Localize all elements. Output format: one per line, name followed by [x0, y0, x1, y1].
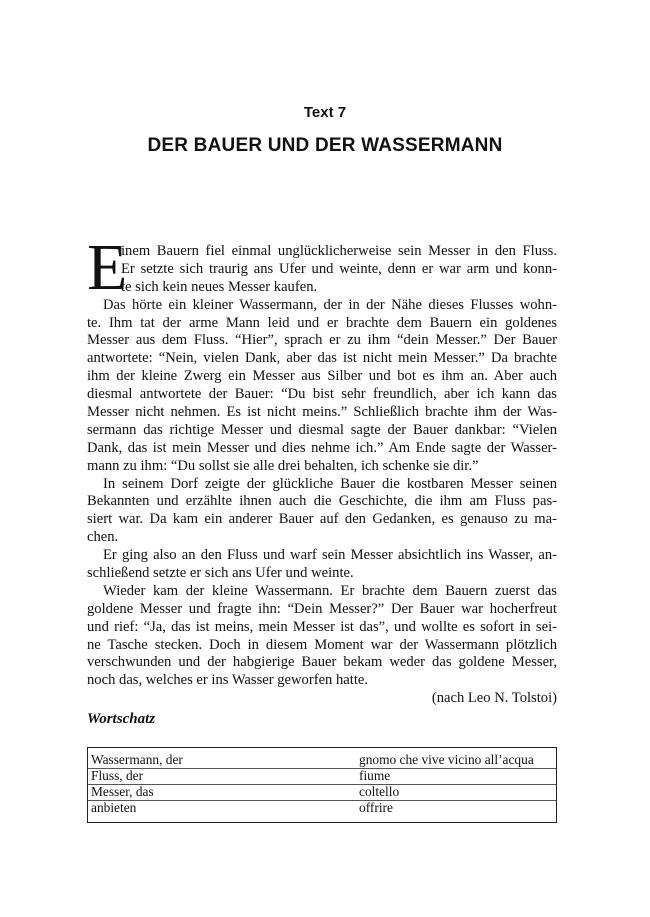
opening-paragraph	[87, 231, 557, 304]
story-line: Bekannten und erzählte ihnen auch die Geschichte, die ihm am Fluss pas-	[87, 493, 557, 510]
story-line: goldene Messer und fragte ihn: “Dein Messer?” Der Bauer war hocherfreut	[87, 600, 557, 617]
story-line: noch das, welches er ins Wasser geworfen hatte.	[87, 672, 369, 689]
story-line: Er ging also an den Fluss und warf sein Messer absichtlich ins Wasser, an-	[103, 547, 557, 564]
german-term: anbieten	[91, 800, 137, 815]
text-number-label: Text 7	[303, 104, 347, 121]
story-line: chen.	[87, 529, 119, 546]
german-term: Messer, das	[91, 784, 154, 799]
story-line: Messer aus dem Fluss. “Hier”, sprach er zu ihm “dein Messer.” Der Bauer	[87, 332, 557, 349]
story-line: ihm der kleine Zwerg ein Messer aus Silber und bot es ihm an. Aber auch	[87, 368, 557, 385]
story-title: DER BAUER UND DER WASSERMANN	[147, 135, 503, 156]
story-line: Das hörte ein kleiner Wassermann, der in der Nähe dieses Flusses wohn-	[103, 296, 557, 313]
story-line: und rief: “Ja, das ist meins, mein Messer ist das”, und wollte es sofort in sei-	[87, 618, 557, 635]
drop-cap: E	[87, 231, 128, 304]
vocabulary-row	[88, 752, 556, 768]
story-line: siert war. Da kam ein anderer Bauer auf den Gedanken, es genauso zu ma-	[87, 511, 557, 528]
story-line: ne Tasche stecken. Doch in diesem Moment war der Wassermann plötzlich	[87, 636, 557, 653]
german-term: Fluss, der	[91, 768, 144, 783]
vocabulary-heading: Wortschatz	[87, 711, 156, 727]
story-line: In seinem Dorf zeigte der glückliche Bauer die kostbaren Messer seinen	[103, 475, 557, 492]
story-line: Messer nicht nehmen. Es ist nicht meins.” Schließlich brachte ihm der Was-	[87, 404, 557, 421]
story-line: diesmal antwortete der Bauer: “Du bist sehr freundlich, aber ich kann das	[87, 386, 557, 403]
german-term: Wassermann, der	[91, 752, 183, 767]
vocabulary-row	[88, 768, 556, 784]
vocabulary-table	[87, 747, 557, 823]
story-line: antwortete: “Nein, vielen Dank, aber das ist nicht mein Messer.” Da brachte	[87, 350, 557, 367]
attribution: (nach Leo N. Tolstoi)	[431, 690, 557, 707]
story-line: Dank, das ist mein Messer und dies nehme ich.” Am Ende sagte der Wasser-	[87, 439, 557, 456]
story-line: verschwunden und der habgierige Bauer bekam weder das goldene Messer,	[87, 654, 557, 671]
italian-translation: coltello	[359, 784, 400, 799]
vocabulary-row	[88, 784, 556, 800]
story-line: sermann das richtige Messer und diesmal sagte der Bauer dankbar: “Vielen	[87, 421, 557, 438]
story-body	[87, 231, 557, 708]
story-line: te sich kein neues Messer kaufen.	[121, 278, 318, 295]
italian-translation: fiume	[359, 768, 391, 783]
story-line: Er setzte sich traurig ans Ufer und weinte, denn er war arm und konn-	[121, 260, 557, 277]
story-line: schließend setzte er sich ans Ufer und weinte.	[87, 565, 354, 582]
story-line: te. Ihm tat der arme Mann leid und er brachte dem Bauern ein goldenes	[87, 314, 557, 331]
story-line: Wieder kam der kleine Wassermann. Er brachte dem Bauern zuerst das	[103, 582, 557, 599]
story-line: mann zu ihm: “Du sollst sie alle drei behalten, ich schenke sie dir.”	[87, 457, 479, 474]
story-line: inem Bauern fiel einmal unglücklicherweise sein Messer in den Fluss.	[121, 243, 557, 259]
vocabulary-row	[88, 800, 556, 816]
italian-translation: offrire	[359, 800, 393, 815]
italian-translation: gnomo che vive vicino all’acqua	[359, 752, 534, 767]
